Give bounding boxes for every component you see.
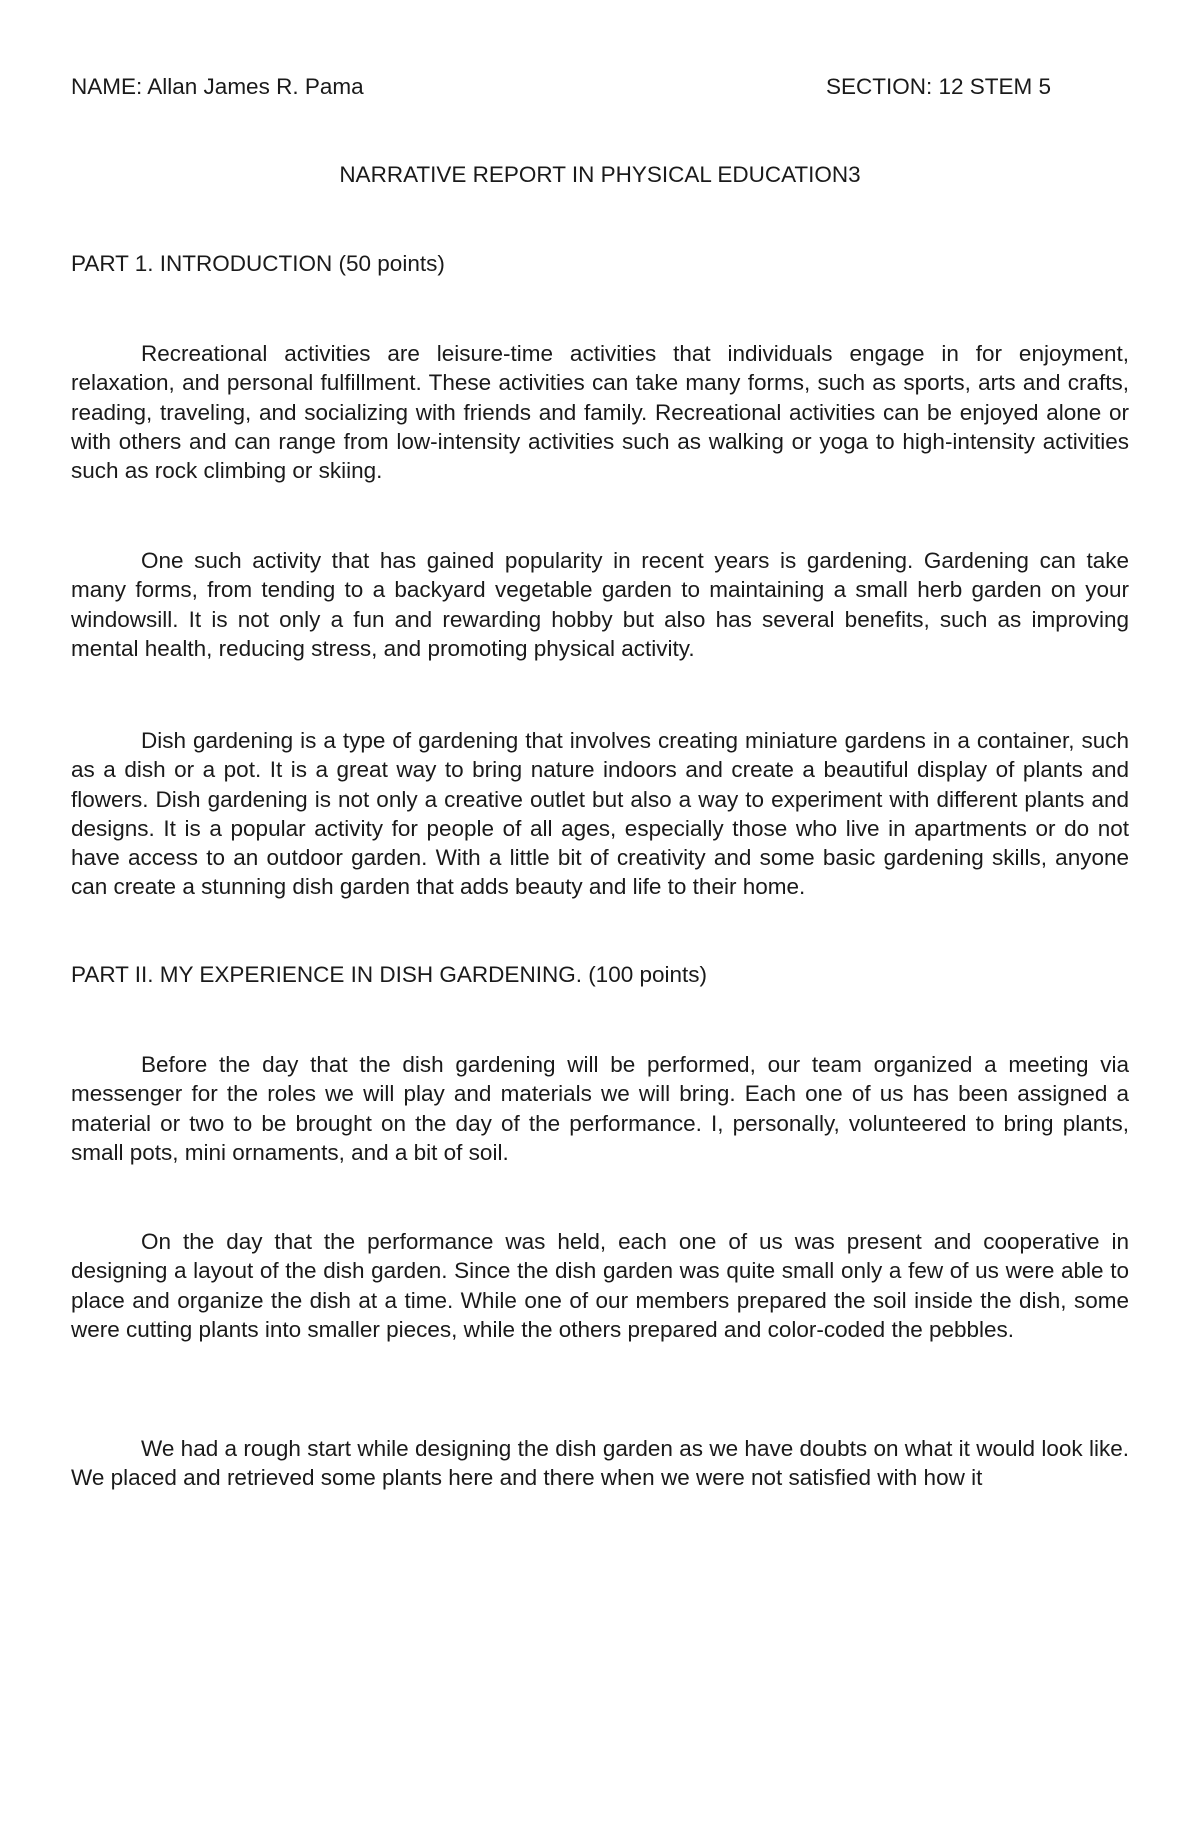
part2-paragraph-2: On the day that the performance was held, each one of us was present and cooperative in designing a layout of the dish garden. Since the dish garden was quite small only a few of us were able to place and organize the dish at a time. While one of our members prepared the soil inside the dish, some were cutting plants into smaller pieces, while the others prepared and color-coded the pebbles.: [71, 1229, 1129, 1342]
part1-heading: PART 1. INTRODUCTION (50 points): [71, 251, 445, 276]
header-row: [71, 72, 1131, 102]
student-section: SECTION: 12 STEM 5: [826, 74, 1052, 99]
part2-paragraph-1: Before the day that the dish gardening will be performed, our team organized a meeting via messenger for the roles we will play and materials we will bring. Each one of us has been assigned a material or two to be brought on the day of the performance. I, personally, volunteered to bring plants, small pots, mini ornaments, and a bit of soil.: [71, 1052, 1129, 1165]
document-title: NARRATIVE REPORT IN PHYSICAL EDUCATION3: [339, 162, 861, 187]
part2-paragraph-3: We had a rough start while designing the dish garden as we have doubts on what it would look like. We placed and retrieved some plants here and there when we were not satisfied with how it: [71, 1436, 1129, 1491]
part1-paragraph-1: Recreational activities are leisure-time activities that individuals engage in for enjoyment, relaxation, and personal fulfillment. These activities can take many forms, such as sports, arts and crafts, reading, traveling, and socializing with friends and family. Recreational activities can be enjoyed alone or with others and can range from low-intensity activities such as walking or yoga to high-intensity activities such as rock climbing or skiing.: [71, 341, 1129, 484]
student-name: NAME: Allan James R. Pama: [71, 74, 364, 99]
part1-paragraph-3: Dish gardening is a type of gardening that involves creating miniature gardens in a container, such as a dish or a pot. It is a great way to bring nature indoors and create a beautiful display of plants and flowers. Dish gardening is not only a creative outlet but also a way to experiment with different plants and designs. It is a popular activity for people of all ages, especially those who live in apartments or do not have access to an outdoor garden. With a little bit of creativity and some basic gardening skills, anyone can create a stunning dish garden that adds beauty and life to their home.: [71, 728, 1129, 900]
part1-paragraph-2: One such activity that has gained popularity in recent years is gardening. Gardening can take many forms, from tending to a backyard vegetable garden to maintaining a small herb garden on your windowsill. It is not only a fun and rewarding hobby but also has several benefits, such as improving mental health, reducing stress, and promoting physical activity.: [71, 548, 1129, 661]
part2-heading: PART II. MY EXPERIENCE IN DISH GARDENING. (100 points): [71, 962, 708, 987]
